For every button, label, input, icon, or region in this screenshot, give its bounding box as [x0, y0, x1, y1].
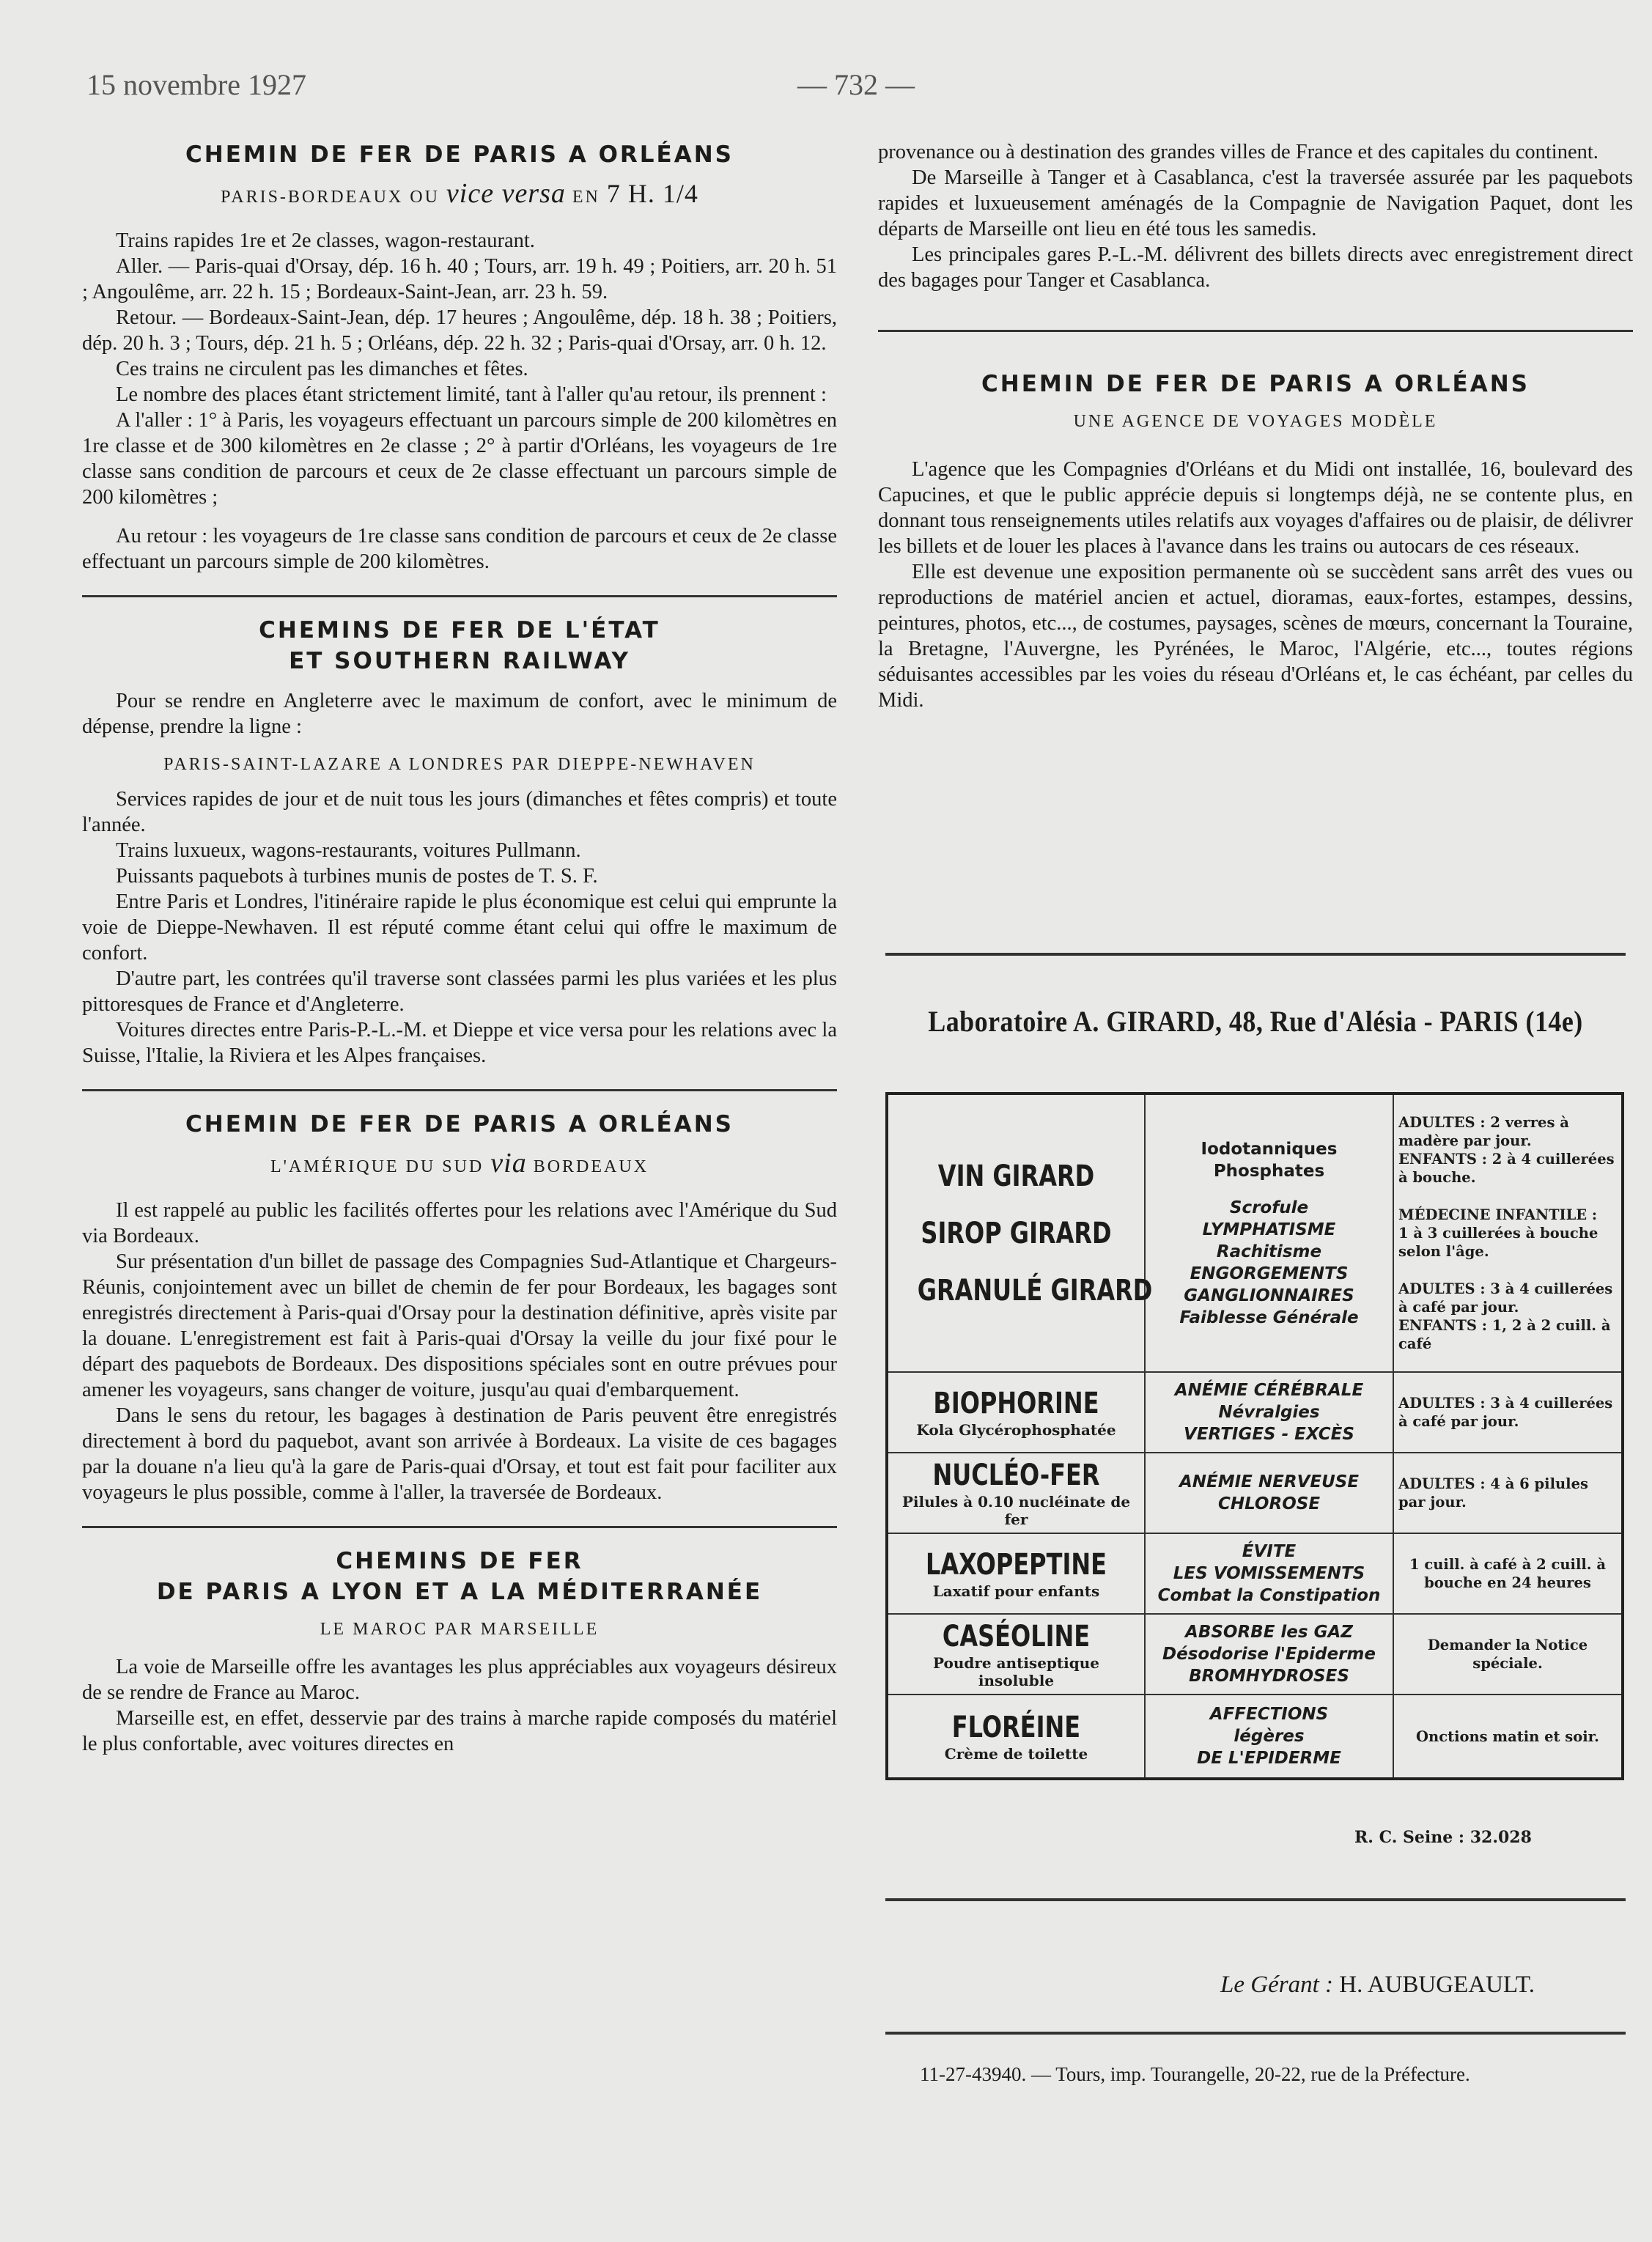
dosage-line: ADULTES : 3 à 4 cuillerées à café par jour. — [1398, 1395, 1613, 1430]
gerant-label: Le Gérant : — [1220, 1972, 1333, 1998]
paragraph: Pour se rendre en Angleterre avec le maximum de confort, avec le minimum de dépense, prendre la ligne : — [82, 690, 837, 738]
product-name: FLORÉINE — [951, 1711, 1081, 1744]
ad-indication-cell — [1145, 1533, 1393, 1614]
ad-indication-cell — [1145, 1372, 1393, 1453]
product-name: BIOPHORINE — [933, 1387, 1099, 1420]
ad-row — [887, 1453, 1623, 1533]
article-subtitle — [82, 1148, 837, 1181]
product-description: Kola Glycérophosphatée — [916, 1421, 1116, 1439]
article-title: CHEMIN DE FER DE PARIS A ORLÉANS — [185, 1111, 734, 1137]
divider — [885, 2032, 1626, 2035]
paragraph: Il est rappelé au public les facilités offertes pour les relations avec l'Amérique du Sud via Bordeaux. — [82, 1199, 837, 1247]
ad-product-cell — [887, 1094, 1153, 1372]
right-column — [878, 139, 1633, 713]
subtitle-part: BORDEAUX — [533, 1157, 649, 1176]
indication-line: VERTIGES - EXCÈS — [1184, 1425, 1354, 1444]
divider — [82, 1089, 837, 1091]
paragraph: Au retour : les voyageurs de 1re classe sans condition de parcours et ceux de 2e classe effectuant un parcours simple de 200 kilomètres. — [82, 525, 837, 573]
ad-header-line: Laboratoire A. GIRARD, 48, Rue d'Alésia - PARIS (14e) — [928, 1005, 1583, 1038]
indication-line: CHLOROSE — [1217, 1494, 1321, 1513]
indication-line: BROMHYDROSES — [1189, 1667, 1349, 1686]
paragraph: L'agence que les Compagnies d'Orléans et du Midi ont installée, 16, boulevard des Capucines, et que le public apprécie depuis si longtemps déjà, ne se contente plus, en donnant tous renseignements utiles relatifs aux voyages d'affaires ou de plaisir, de délivrer les billets et de louer les places à l'avance dans les trains ou autocars de ces réseaux. — [878, 458, 1633, 558]
product-name: CASÉOLINE — [942, 1620, 1091, 1653]
article-title-line1: CHEMINS DE FER — [336, 1548, 583, 1574]
paragraph: Ces trains ne circulent pas les dimanches et fêtes. — [116, 358, 528, 380]
paragraph: Retour. — Bordeaux-Saint-Jean, dép. 17 heures ; Angoulême, dép. 18 h. 38 ; Poitiers, dép. 20 h. 3 ; Tours, dép. 21 h. 5 ; Orléans, dép. 22 h. 32 ; Paris-quai d'Orsay, arr. 0 h. 12. — [82, 306, 837, 355]
indication-line: Scrofule — [1229, 1198, 1309, 1217]
product-description: Laxatif pour enfants — [932, 1582, 1100, 1600]
ad-indication-cell — [1145, 1695, 1393, 1779]
dosage-line: ADULTES : 4 à 6 pilules par jour. — [1398, 1475, 1588, 1511]
paragraph: Voitures directes entre Paris-P.-L.-M. et Dieppe et vice versa pour les relations avec la Suisse, l'Italie, la Riviera et les Alpes françaises. — [82, 1019, 837, 1067]
article-subtitle: PARIS-SAINT-LAZARE A LONDRES PAR DIEPPE-NEWHAVEN — [163, 755, 756, 774]
indication-line: LYMPHATISME — [1202, 1220, 1336, 1239]
indication-line: ABSORBE les GAZ — [1185, 1623, 1353, 1642]
dosage-line: ENFANTS : 1, 2 à 2 cuill. à café — [1398, 1317, 1611, 1352]
printer-line: 11-27-43940. — Tours, imp. Tourangelle, 20-22, rue de la Préfecture. — [920, 2063, 1470, 2085]
ad-dosage-cell — [1393, 1453, 1623, 1533]
indication-line: Rachitisme — [1216, 1242, 1322, 1261]
ad-dosage-cell — [1393, 1695, 1623, 1779]
product-name: LAXOPEPTINE — [925, 1548, 1107, 1582]
divider — [885, 1898, 1626, 1901]
ad-row — [887, 1695, 1623, 1779]
product-description: Crème de toilette — [944, 1745, 1088, 1763]
page-number: — 732 — — [797, 68, 915, 101]
article-agence-voyages — [878, 369, 1633, 713]
indication-line: ÉVITE — [1242, 1542, 1297, 1561]
subtitle-italic: via — [490, 1148, 527, 1179]
paragraph: Le nombre des places étant strictement limité, tant à l'aller qu'au retour, ils prennent : — [116, 383, 827, 406]
ad-dosage-cell — [1393, 1614, 1623, 1695]
article-amerique-du-sud — [82, 1109, 837, 1505]
indication-line: légères — [1234, 1727, 1305, 1746]
paragraph: Marseille est, en effet, desservie par des trains à marche rapide composés du matériel le plus confortable, avec voitures directes en — [82, 1707, 837, 1755]
paragraph: D'autre part, les contrées qu'il traverse sont classées parmi les plus variées et les plus pittoresques de France et d'Angleterre. — [82, 967, 837, 1016]
article-maroc-continued — [878, 139, 1633, 293]
paragraph: La voie de Marseille offre les avantages les plus appréciables aux voyageurs désireux de se rendre de France au Maroc. — [82, 1656, 837, 1704]
subtitle-part: PARIS-BORDEAUX OU — [221, 188, 440, 207]
product-description: Pilules à 0.10 nucléinate de fer — [901, 1493, 1131, 1528]
dosage-line: Onctions matin et soir. — [1416, 1727, 1599, 1745]
product-description: Poudre antiseptique insoluble — [933, 1654, 1099, 1689]
ad-dosage-cell — [1393, 1372, 1623, 1453]
paragraph: Les principales gares P.-L.-M. délivrent des billets directs avec enregistrement direct des bagages pour Tanger et Casablanca. — [878, 243, 1633, 292]
product-name: SIROP GIRARD — [921, 1216, 1112, 1250]
indication-line: ANÉMIE CÉRÉBRALE — [1174, 1381, 1364, 1400]
ad-indication-cell — [1145, 1094, 1393, 1372]
divider — [82, 595, 837, 597]
indication-line: LES VOMISSEMENTS — [1173, 1564, 1365, 1583]
product-name: VIN GIRARD — [937, 1159, 1095, 1193]
paragraph: Trains luxueux, wagons-restaurants, voitures Pullmann. — [116, 839, 581, 862]
ad-product-cell — [887, 1614, 1145, 1695]
paragraph: Puissants paquebots à turbines munis de postes de T. S. F. — [116, 865, 598, 888]
subtitle-italic: vice versa — [446, 178, 566, 209]
article-subtitle: LE MAROC PAR MARSEILLE — [320, 1620, 600, 1639]
ad-dosage-cell — [1393, 1094, 1623, 1372]
dosage-line: Demander la Notice spéciale. — [1427, 1637, 1588, 1672]
paragraph: A l'aller : 1° à Paris, les voyageurs effectuant un parcours simple de 200 kilomètres en 1re classe et de 300 kilomètres en 2e classe ; 2° à partir d'Orléans, les voyageurs de 1re classe sans condition de parcours et ceux de 2e classe effectuant un parcours simple de 200 kilomètres ; — [82, 409, 837, 509]
indication-line: Désodorise l'Epiderme — [1162, 1645, 1376, 1664]
article-title-line2: ET SOUTHERN RAILWAY — [289, 648, 630, 674]
article-title-line1: CHEMINS DE FER DE L'ÉTAT — [259, 617, 660, 644]
ad-row — [887, 1614, 1623, 1695]
gerant-signature — [1220, 1972, 1535, 1999]
registre-commerce: R. C. Seine : 32.028 — [1354, 1828, 1532, 1847]
article-title-line2: DE PARIS A LYON ET A LA MÉDITERRANÉE — [156, 1579, 763, 1605]
indication-line: ENGORGEMENTS — [1190, 1264, 1349, 1283]
subtitle-part: L'AMÉRIQUE DU SUD — [270, 1157, 484, 1176]
indication-line: Phosphates — [1213, 1161, 1325, 1181]
paragraph: Services rapides de jour et de nuit tous les jours (dimanches et fêtes compris) et toute l'année. — [82, 788, 837, 836]
dosage-line: MÉDECINE INFANTILE : — [1398, 1206, 1598, 1223]
subtitle-part: EN — [572, 188, 600, 207]
dosage-line: 1 à 3 cuillerées à bouche selon l'âge. — [1398, 1225, 1598, 1260]
article-subtitle — [82, 179, 837, 212]
ad-dosage-cell — [1393, 1533, 1623, 1614]
indication-line: Faiblesse Générale — [1179, 1308, 1359, 1327]
dosage-line: 1 cuill. à café à 2 cuill. à bouche en 24 heures — [1409, 1556, 1606, 1591]
gerant-name: H. AUBUGEAULT. — [1339, 1972, 1535, 1998]
article-maroc-marseille — [82, 1546, 837, 1757]
paragraph: Dans le sens du retour, les bagages à destination de Paris peuvent être enregistrés directement à bord du paquebot, avant son arrivée à Bordeaux. La visite de ces bagages par la douane n'a lieu qu'à la gare de Paris-quai d'Orsay, et tout est fait pour faciliter aux voyageurs le plus possible, comme à l'aller, la traversée de Bordeaux. — [82, 1404, 837, 1504]
article-subtitle: UNE AGENCE DE VOYAGES MODÈLE — [1073, 412, 1438, 431]
indication-line: ANÉMIE NERVEUSE — [1179, 1472, 1360, 1491]
paragraph: Trains rapides 1re et 2e classes, wagon-restaurant. — [116, 229, 535, 252]
product-name: NUCLÉO-FER — [932, 1459, 1100, 1492]
paragraph: Elle est devenue une exposition permanente où se succèdent sans arrêt des vues ou reproductions de matériel ancien et actuel, dioramas, eaux-fortes, estampes, dessins, peintures, photos, etc..., de costumes, paysages, scènes de mœurs, concernant la Touraine, la Bretagne, l'Auvergne, les Pyrénées, le Maroc, l'Algérie, etc..., toutes régions séduisantes accessibles par les voies du réseau d'Orléans et, le cas échéant, par celles du Midi. — [878, 561, 1633, 712]
article-title: CHEMIN DE FER DE PARIS A ORLÉANS — [185, 141, 734, 168]
dosage-line: ENFANTS : 2 à 4 cuillerées à bouche. — [1398, 1151, 1615, 1186]
article-etat-southern — [82, 615, 837, 1069]
left-column — [82, 139, 837, 1757]
issue-date: 15 novembre 1927 — [86, 68, 306, 101]
paragraph: De Marseille à Tanger et à Casablanca, c'est la traversée assurée par les paquebots rapides et luxueusement aménagés de la Compagnie de Navigation Paquet, dont les départs de Marseille ont lieu en été tous les samedis. — [878, 166, 1633, 240]
article-paris-bordeaux — [82, 139, 837, 575]
divider — [878, 330, 1633, 332]
dosage-line: ADULTES : 2 verres à madère par jour. — [1398, 1114, 1569, 1149]
indication-line: Combat la Constipation — [1157, 1586, 1381, 1605]
ad-product-cell — [887, 1453, 1145, 1533]
ad-row — [887, 1094, 1623, 1372]
ad-product-cell — [887, 1372, 1145, 1453]
ad-row — [887, 1372, 1623, 1453]
paragraph: provenance ou à destination des grandes villes de France et des capitales du continent. — [878, 141, 1598, 163]
indication-line: GANGLIONNAIRES — [1184, 1286, 1354, 1305]
ad-indication-cell — [1145, 1614, 1393, 1695]
subtitle-duration: 7 H. 1/4 — [606, 179, 698, 208]
ad-indication-cell — [1145, 1453, 1393, 1533]
paragraph: Aller. — Paris-quai d'Orsay, dép. 16 h. 40 ; Tours, arr. 19 h. 49 ; Poitiers, arr. 20 h. 51 ; Angoulême, arr. 22 h. 15 ; Bordeaux-Saint-Jean, arr. 23 h. 59. — [82, 255, 837, 303]
girard-products-ad — [885, 1092, 1624, 1780]
ad-product-cell — [887, 1533, 1145, 1614]
paragraph: Sur présentation d'un billet de passage des Compagnies Sud-Atlantique et Chargeurs-Réunis, conjointement avec un billet de chemin de fer pour Bordeaux, les bagages sont enregistrés directement à Paris-quai d'Orsay pour la destination définitive, après visite par la douane. L'enregistrement est fait à Paris-quai d'Orsay la veille du jour fixé pour le départ des paquebots de Bordeaux. Des dispositions spéciales sont en outre prévues pour amener les voyageurs, sans changer de voiture, jusqu'au quai d'embarquement. — [82, 1250, 837, 1401]
divider — [82, 1526, 837, 1528]
paragraph: Entre Paris et Londres, l'itinéraire rapide le plus économique est celui qui emprunte la voie de Dieppe-Newhaven. Il est réputé comme étant celui qui offre le maximum de confort. — [82, 890, 837, 965]
ad-product-cell — [887, 1695, 1145, 1779]
divider — [885, 953, 1626, 956]
indication-line: Névralgies — [1218, 1403, 1320, 1422]
indication-line: DE L'EPIDERME — [1197, 1749, 1341, 1768]
indication-line: AFFECTIONS — [1209, 1705, 1329, 1724]
dosage-line: ADULTES : 3 à 4 cuillerées à café par jour. — [1398, 1280, 1613, 1316]
ad-row — [887, 1533, 1623, 1614]
page-header — [86, 67, 1574, 111]
article-title: CHEMIN DE FER DE PARIS A ORLÉANS — [981, 371, 1530, 397]
indication-line: Iodotanniques — [1201, 1139, 1338, 1159]
product-name: GRANULÉ GIRARD — [917, 1273, 1153, 1308]
